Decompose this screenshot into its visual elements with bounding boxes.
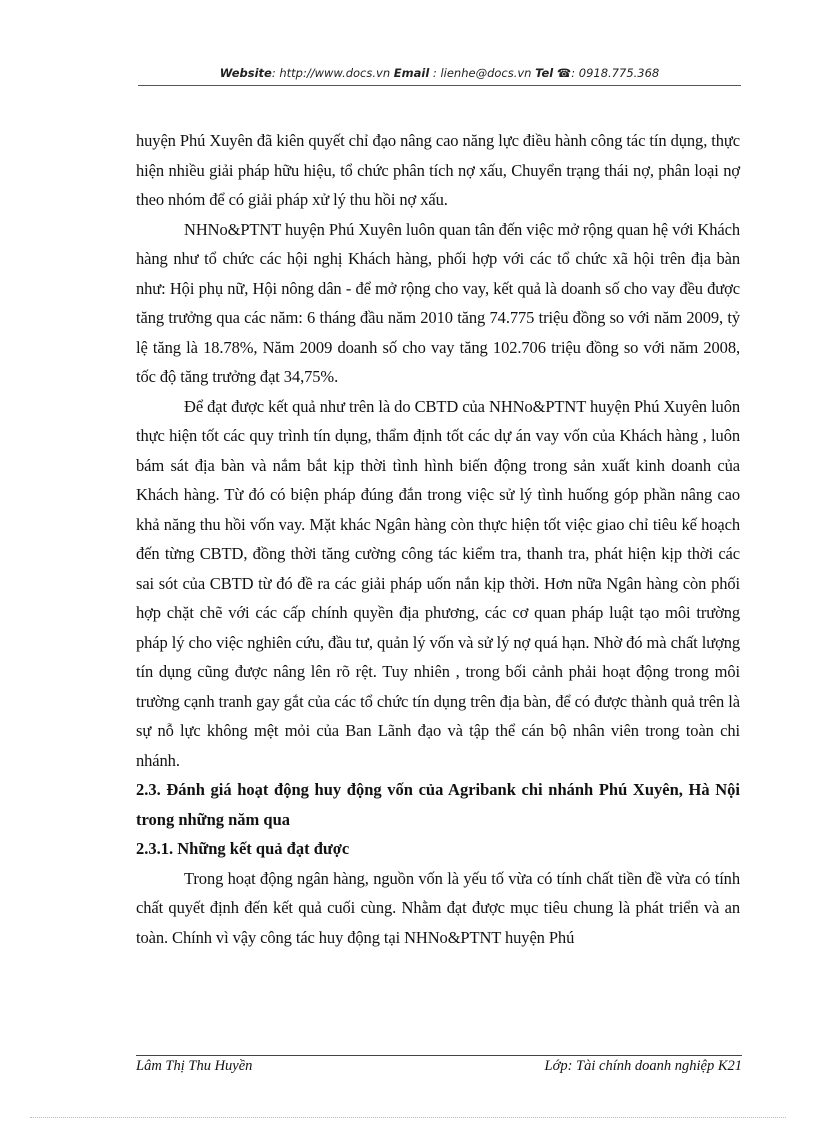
footer-author: Lâm Thị Thu Huyền [136,1058,253,1074]
email-address: : lienhe@docs.vn [432,66,532,80]
document-body [136,126,740,952]
paragraph-2: NHNo&PTNT huyện Phú Xuyên luôn quan tân đến việc mở rộng quan hệ với Khách hàng như tổ chức các hội nghị Khách hàng, phối hợp với các tổ chức xã hội trên địa bàn như: Hội phụ nữ, Hội nông dân - để mở rộng cho vay, kết quả là doanh số cho vay đều được tăng trưởng qua các năm: 6 tháng đầu năm 2010 tăng 74.775 triệu đồng so với năm 2009, tỷ lệ tăng là 18.78%, Năm 2009 doanh số cho vay tăng 102.706 triệu đồng so với năm 2008, tốc độ tăng trưởng đạt 34,75%. [136,219,740,386]
footer-class: Lớp: Tài chính doanh nghiệp K21 [544,1058,742,1074]
website-url: : http://www.docs.vn [271,66,391,80]
phone-number: : 0918.775.368 [571,66,660,80]
subsection-heading-2-3-1: 2.3.1. Những kết quả đạt được [136,839,350,858]
paragraph-1: huyện Phú Xuyên đã kiên quyết chỉ đạo nâng cao năng lực điều hành công tác tín dụng, thực hiện nhiều giải pháp hữu hiệu, tổ chức phân tích nợ xấu, Chuyển trạng thái nợ, phân loại nợ theo nhóm để có giải pháp xử lý thu hồi nợ xấu. [136,131,740,209]
tel-label: Tel [535,66,554,80]
website-label: Website [219,66,272,80]
section-heading-2-3: 2.3. Đánh giá hoạt động huy động vốn của Agribank chi nhánh Phú Xuyên, Hà Nội trong những năm qua [136,780,740,829]
footer-divider [136,1055,742,1056]
header-divider [138,85,741,86]
email-label: Email [393,66,430,80]
phone-icon: ☎ [556,66,572,80]
page-header [138,66,741,80]
paragraph-3: Để đạt được kết quả như trên là do CBTD của NHNo&PTNT huyện Phú Xuyên luôn thực hiện tốt các quy trình tín dụng, thẩm định tốt các dự án vay vốn của Khách hàng , luôn bám sát địa bàn và nắm bắt kịp thời tình hình biến động trong sản xuất kinh doanh của Khách hàng. Từ đó có biện pháp đúng đắn trong việc sử lý tình huống góp phần nâng cao khả năng thu hồi vốn vay. Mặt khác Ngân hàng còn thực hiện tốt việc giao chỉ tiêu kế hoạch đến từng CBTD, đồng thời tăng cường công tác kiểm tra, thanh tra, phát hiện kịp thời các sai sót của CBTD từ đó đề ra các giải pháp uốn nắn kịp thời. Hơn nữa Ngân hàng còn phối hợp chặt chẽ với các cấp chính quyền địa phương, các cơ quan pháp luật tạo môi trường pháp lý cho việc nghiên cứu, đầu tư, quản lý vốn và sử lý nợ quá hạn. Nhờ đó mà chất lượng tín dụng cũng được nâng lên rõ rệt. Tuy nhiên , trong bối cảnh phải hoạt động trong môi trường cạnh tranh gay gắt của các tổ chức tín dụng trên địa bàn, để có được thành quả trên là sự nỗ lực không mệt mỏi của Ban Lãnh đạo và tập thể cán bộ nhân viên trong toàn chi nhánh. [136,396,740,770]
page-bottom-border [30,1117,786,1118]
paragraph-4: Trong hoạt động ngân hàng, nguồn vốn là yếu tố vừa có tính chất tiền đề vừa có tính chất quyết định đến kết quả cuối cùng. Nhằm đạt được mục tiêu chung là phát triển và an toàn. Chính vì vậy công tác huy động tại NHNo&PTNT huyện Phú [136,868,740,947]
